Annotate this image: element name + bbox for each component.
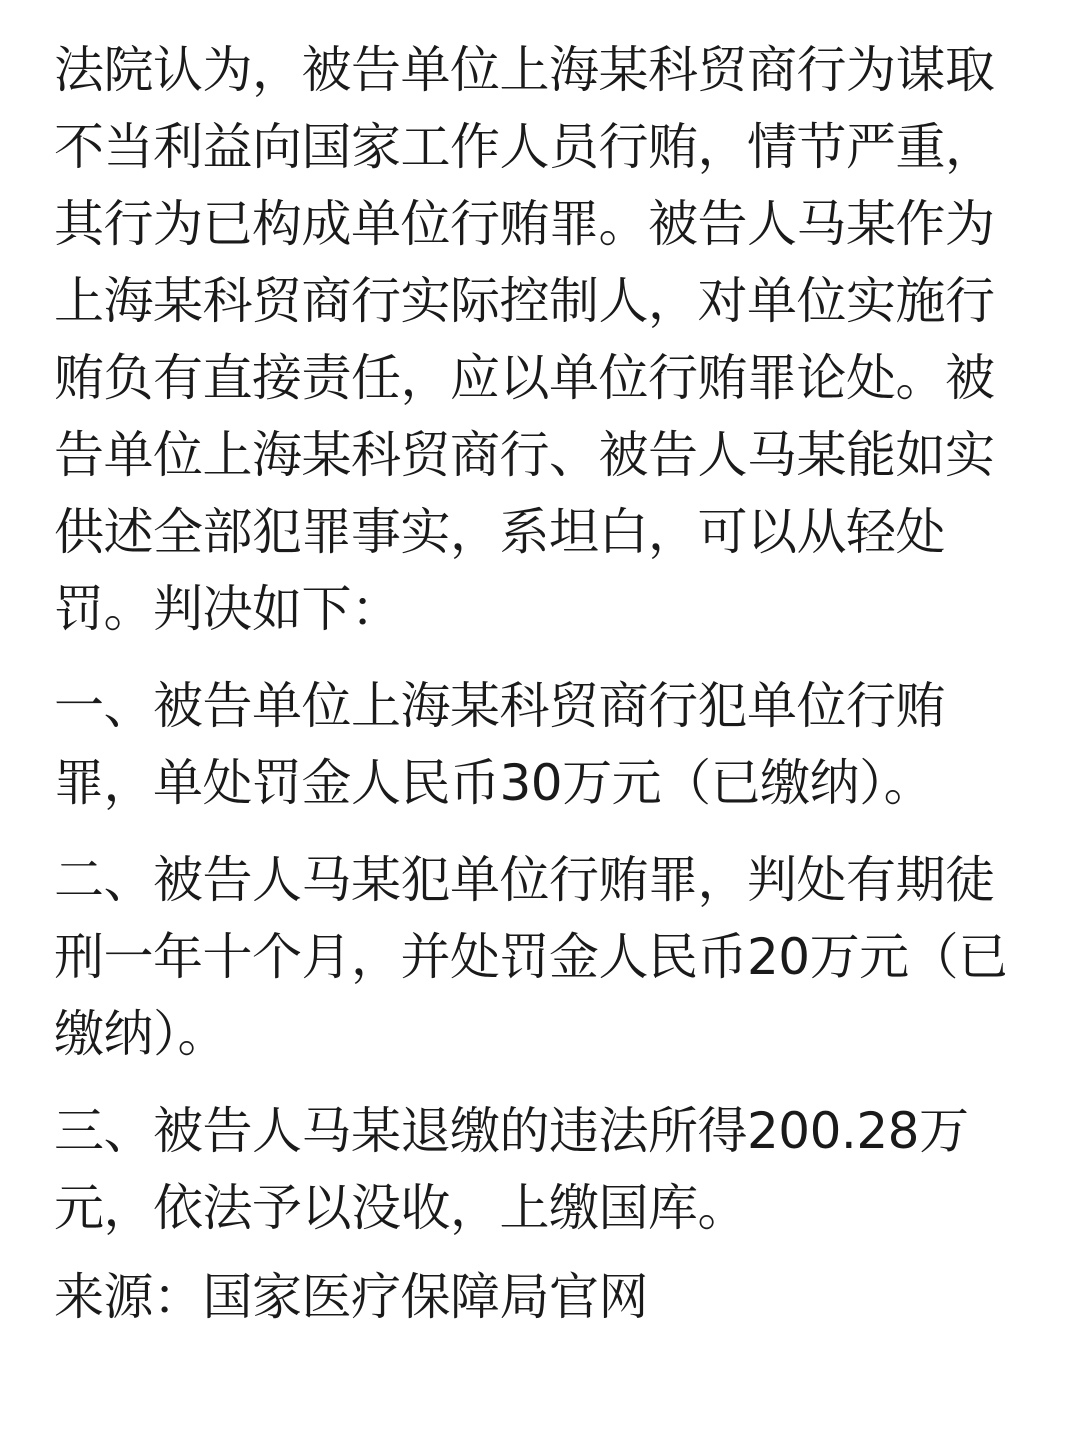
article-text [54,32,1034,1336]
text-line: 缴纳）。 [54,1005,227,1063]
text-line: 一、被告单位上海某科贸商行犯单位行贿 [54,677,945,735]
text-line: 其行为已构成单位行贿罪。被告人马某作为 [54,195,995,253]
source-text: 来源：国家医疗保障局官网 [54,1268,648,1326]
text-line: 供述全部犯罪事实，系坦白，可以从轻处 [54,503,945,561]
text-line: 二、被告人马某犯单位行贿罪，判处有期徒 [54,851,995,909]
source-attribution [54,1259,1034,1336]
text-line: 罪，单处罚金人民币30万元（已缴纳）。 [54,754,934,812]
court-opinion-paragraph [54,32,1034,648]
text-line: 不当利益向国家工作人员行贿，情节严重， [54,118,995,176]
text-line: 罚。判决如下： [54,580,401,638]
text-line: 上海某科贸商行实际控制人，对单位实施行 [54,272,995,330]
text-line: 法院认为，被告单位上海某科贸商行为谋取 [54,41,995,99]
text-line: 刑一年十个月，并处罚金人民币20万元（已 [54,928,1008,986]
text-line: 告单位上海某科贸商行、被告人马某能如实 [54,426,995,484]
verdict-item-1 [54,668,1034,822]
text-line: 三、被告人马某退缴的违法所得200.28万 [54,1102,969,1160]
text-line: 元，依法予以没收，上缴国库。 [54,1179,747,1237]
verdict-item-3 [54,1093,1034,1247]
text-line: 贿负有直接责任，应以单位行贿罪论处。被 [54,349,995,407]
verdict-item-2 [54,842,1034,1073]
